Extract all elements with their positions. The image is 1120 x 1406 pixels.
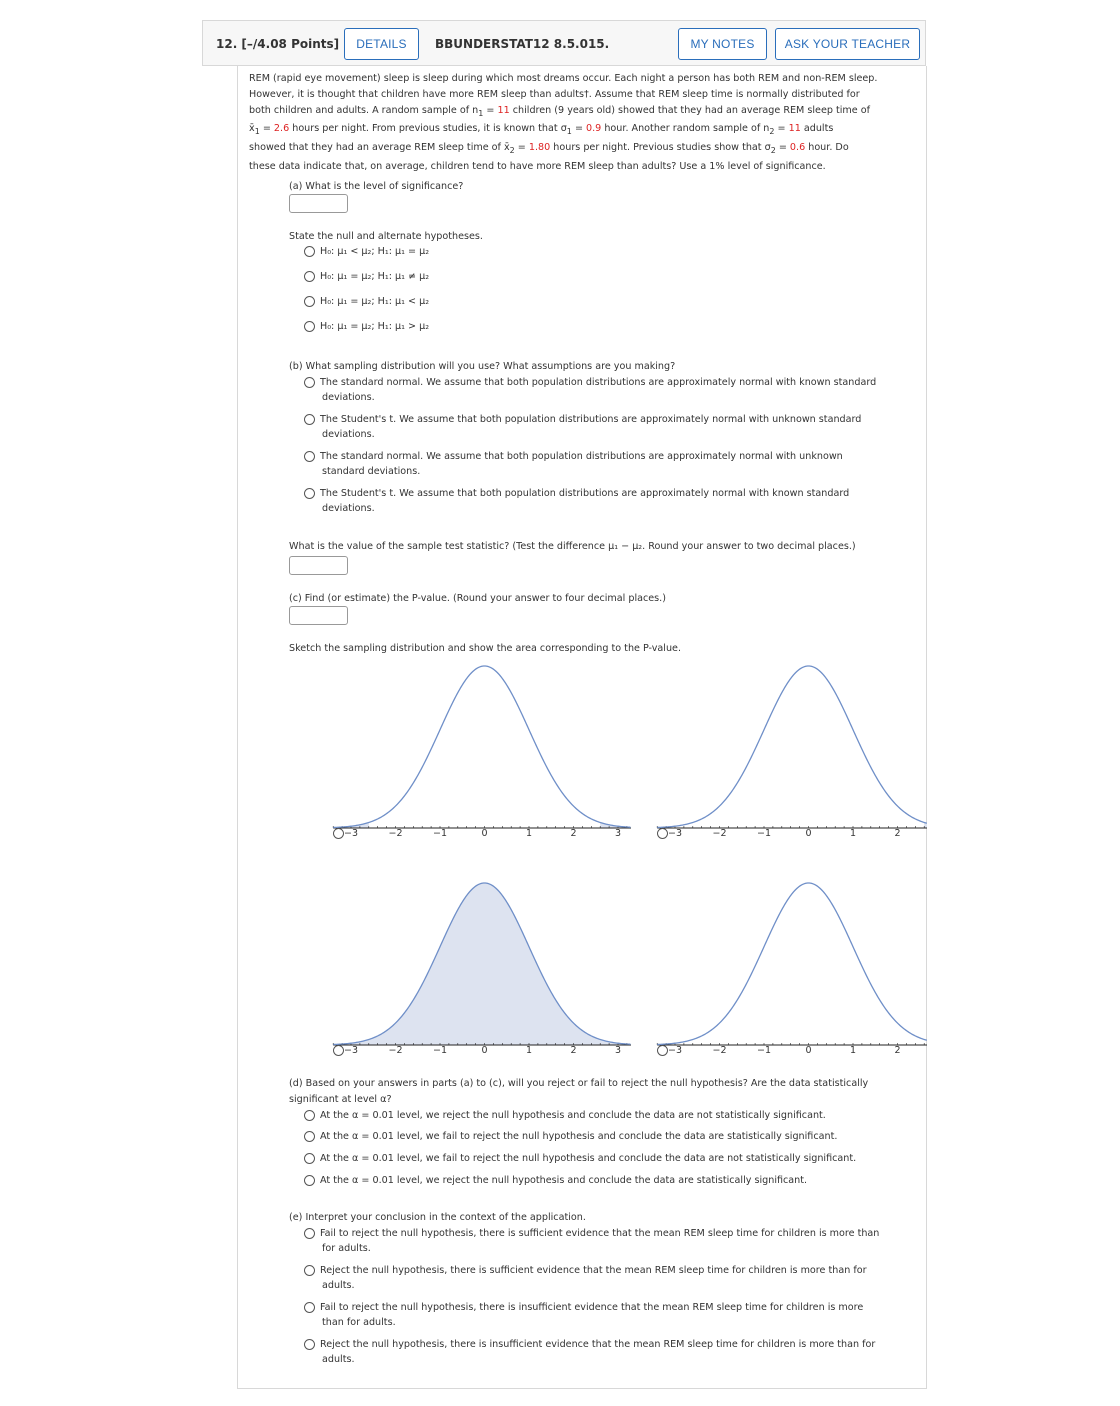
conclusion-radio[interactable] [304, 1153, 315, 1164]
part-d-prompt: (d) Based on your answers in parts (a) to (c), will you reject or fail to reject the null hypothesis? Are the data statistically [289, 1078, 869, 1089]
interpretation-radio[interactable] [304, 1339, 315, 1350]
shaded-area [333, 883, 631, 1045]
conclusion-option: At the α = 0.01 level, we fail to reject the null hypothesis and conclude the data are not statistically significant. [320, 1153, 857, 1164]
distribution-option: deviations. [322, 392, 375, 403]
graph-option-2 [655, 660, 927, 846]
tick-label: 3 [614, 1045, 622, 1056]
graph-radio[interactable] [333, 1045, 344, 1056]
test-statistic-input[interactable] [289, 556, 348, 575]
ask-teacher-button[interactable]: ASK YOUR TEACHER [775, 28, 920, 60]
distribution-option: standard deviations. [322, 466, 421, 477]
tick-label: 0 [805, 828, 812, 839]
conclusion-radio[interactable] [304, 1131, 315, 1142]
conclusion-option: At the α = 0.01 level, we reject the null hypothesis and conclude the data are not statistically significant. [320, 1110, 826, 1121]
distribution-option: The Student's t. We assume that both population distributions are approximately normal with unknown standard [320, 414, 862, 425]
tick-label: −3 [343, 1045, 359, 1056]
tick-label: 0 [481, 1045, 488, 1056]
problem-line: However, it is thought that children have more REM sleep than adults†. Assume that REM sleep time is normally distributed for [249, 89, 860, 100]
interpretation-option: for adults. [322, 1243, 371, 1254]
graph-radio[interactable] [333, 828, 344, 839]
test-stat-prompt: What is the value of the sample test statistic? (Test the difference μ₁ − μ₂. Round your answer to two decimal places.) [289, 541, 856, 552]
conclusion-radio[interactable] [304, 1175, 315, 1186]
distribution-radio[interactable] [304, 414, 315, 425]
sigma2-value: 0.6 [789, 142, 806, 153]
n1-value: 11 [497, 105, 510, 116]
interpretation-option: Reject the null hypothesis, there is sufficient evidence that the mean REM sleep time for children is more than for [320, 1265, 867, 1276]
problem-line: these data indicate that, on average, children tend to have more REM sleep than adults? Use a 1% level of significance. [249, 161, 826, 172]
part-c-prompt: (c) Find (or estimate) the P-value. (Round your answer to four decimal places.) [289, 593, 666, 604]
significance-input[interactable] [289, 194, 348, 213]
n2-value: 11 [788, 123, 801, 134]
interpretation-option: Fail to reject the null hypothesis, there is sufficient evidence that the mean REM sleep time for children is more than [320, 1228, 880, 1239]
hypothesis-option: H₀: μ₁ = μ₂; H₁: μ₁ < μ₂ [320, 296, 430, 307]
tick-label: −3 [343, 828, 359, 839]
tick-label: 2 [894, 1045, 901, 1056]
distribution-radio[interactable] [304, 377, 315, 388]
tick-label: −3 [667, 1045, 683, 1056]
distribution-option: deviations. [322, 429, 375, 440]
xbar1-value: 2.6 [273, 123, 290, 134]
problem-line: $x̄_1 = 2.6$ hours per night. From previous studies, it is known that $\sigma_1 = 0.9$ hour. Another random sample of $n_2 = 11$ adults [249, 123, 834, 136]
tick-label: −1 [756, 1045, 772, 1056]
problem-line: both children and adults. A random sample of $n_1 = 11$ children (9 years old) showed that they had an average REM sleep time of [249, 105, 870, 118]
hypothesis-radio[interactable] [304, 271, 315, 282]
interpretation-option: than for adults. [322, 1317, 396, 1328]
conclusion-radio[interactable] [304, 1110, 315, 1121]
tick-label: −1 [432, 828, 448, 839]
hypothesis-radio[interactable] [304, 246, 315, 257]
tick-label: 2 [894, 828, 901, 839]
graph-option-1 [331, 660, 631, 846]
tick-label: −1 [432, 1045, 448, 1056]
tick-label: 1 [525, 828, 533, 839]
tick-label: −2 [712, 828, 727, 839]
interpretation-option: adults. [322, 1280, 355, 1291]
conclusion-option: At the α = 0.01 level, we fail to reject the null hypothesis and conclude the data are statistically significant. [320, 1131, 838, 1142]
sigma1-value: 0.9 [586, 123, 602, 134]
graph-option-4 [655, 877, 927, 1063]
hypothesis-option: H₀: μ₁ < μ₂; H₁: μ₁ = μ₂ [320, 246, 430, 257]
tick-label: 1 [525, 1045, 533, 1056]
tick-label: 1 [849, 828, 857, 839]
tick-label: −2 [388, 828, 403, 839]
tick-label: 0 [481, 828, 488, 839]
part-d-prompt: significant at level α? [289, 1094, 392, 1105]
distribution-radio[interactable] [304, 488, 315, 499]
question-header [202, 20, 926, 66]
tick-label: −3 [667, 828, 683, 839]
graph-radio[interactable] [657, 1045, 668, 1056]
problem-line: showed that they had an average REM sleep time of $x̄_2 = 1.80$ hours per night. Previous studies show that $\sigma_2 = 0.6$ hour. Do [249, 142, 849, 155]
distribution-radio[interactable] [304, 451, 315, 462]
question-number: 12. [–/4.08 Points] [216, 37, 340, 51]
conclusion-option: At the α = 0.01 level, we reject the null hypothesis and conclude the data are statistically significant. [320, 1175, 808, 1186]
interpretation-radio[interactable] [304, 1228, 315, 1239]
distribution-option: deviations. [322, 503, 375, 514]
tick-label: 0 [805, 1045, 812, 1056]
hypothesis-radio[interactable] [304, 296, 315, 307]
p-value-input[interactable] [289, 606, 348, 625]
normal-curve [333, 666, 630, 828]
xbar2-value: 1.80 [528, 142, 551, 153]
interpretation-option: Reject the null hypothesis, there is insufficient evidence that the mean REM sleep time for children is more than for [320, 1339, 876, 1350]
interpretation-option: adults. [322, 1354, 355, 1365]
interpretation-option: Fail to reject the null hypothesis, there is insufficient evidence that the mean REM sleep time for children is more [320, 1302, 864, 1313]
distribution-option: The Student's t. We assume that both population distributions are approximately normal with known standard [320, 488, 850, 499]
interpretation-radio[interactable] [304, 1265, 315, 1276]
graph-radio[interactable] [657, 828, 668, 839]
part-b-prompt: (b) What sampling distribution will you use? What assumptions are you making? [289, 361, 676, 372]
normal-curve [657, 883, 927, 1045]
problem-line: REM (rapid eye movement) sleep is sleep during which most dreams occur. Each night a person has both REM and non-REM sleep. [249, 73, 878, 84]
graph-option-3 [331, 877, 631, 1063]
tick-label: 2 [570, 1045, 577, 1056]
normal-curve [657, 666, 927, 828]
tick-label: −2 [388, 1045, 403, 1056]
hypothesis-option: H₀: μ₁ = μ₂; H₁: μ₁ > μ₂ [320, 321, 430, 332]
hypothesis-radio[interactable] [304, 321, 315, 332]
question-code: BBUNDERSTAT12 8.5.015. [435, 37, 610, 51]
my-notes-button[interactable]: MY NOTES [678, 28, 767, 60]
tick-label: 2 [570, 828, 577, 839]
interpretation-radio[interactable] [304, 1302, 315, 1313]
distribution-option: The standard normal. We assume that both population distributions are approximately normal with known standard [320, 377, 877, 388]
tick-label: −2 [712, 1045, 727, 1056]
part-e-prompt: (e) Interpret your conclusion in the context of the application. [289, 1212, 586, 1223]
tick-label: 1 [849, 1045, 857, 1056]
details-button[interactable]: DETAILS [344, 28, 419, 60]
hypothesis-option: H₀: μ₁ = μ₂; H₁: μ₁ ≠ μ₂ [320, 271, 430, 282]
hypotheses-prompt: State the null and alternate hypotheses. [289, 231, 483, 242]
part-a-prompt: (a) What is the level of significance? [289, 181, 464, 192]
tick-label: 3 [614, 828, 622, 839]
sketch-prompt: Sketch the sampling distribution and show the area corresponding to the P-value. [289, 643, 682, 654]
tick-label: −1 [756, 828, 772, 839]
distribution-option: The standard normal. We assume that both population distributions are approximately normal with unknown [320, 451, 843, 462]
